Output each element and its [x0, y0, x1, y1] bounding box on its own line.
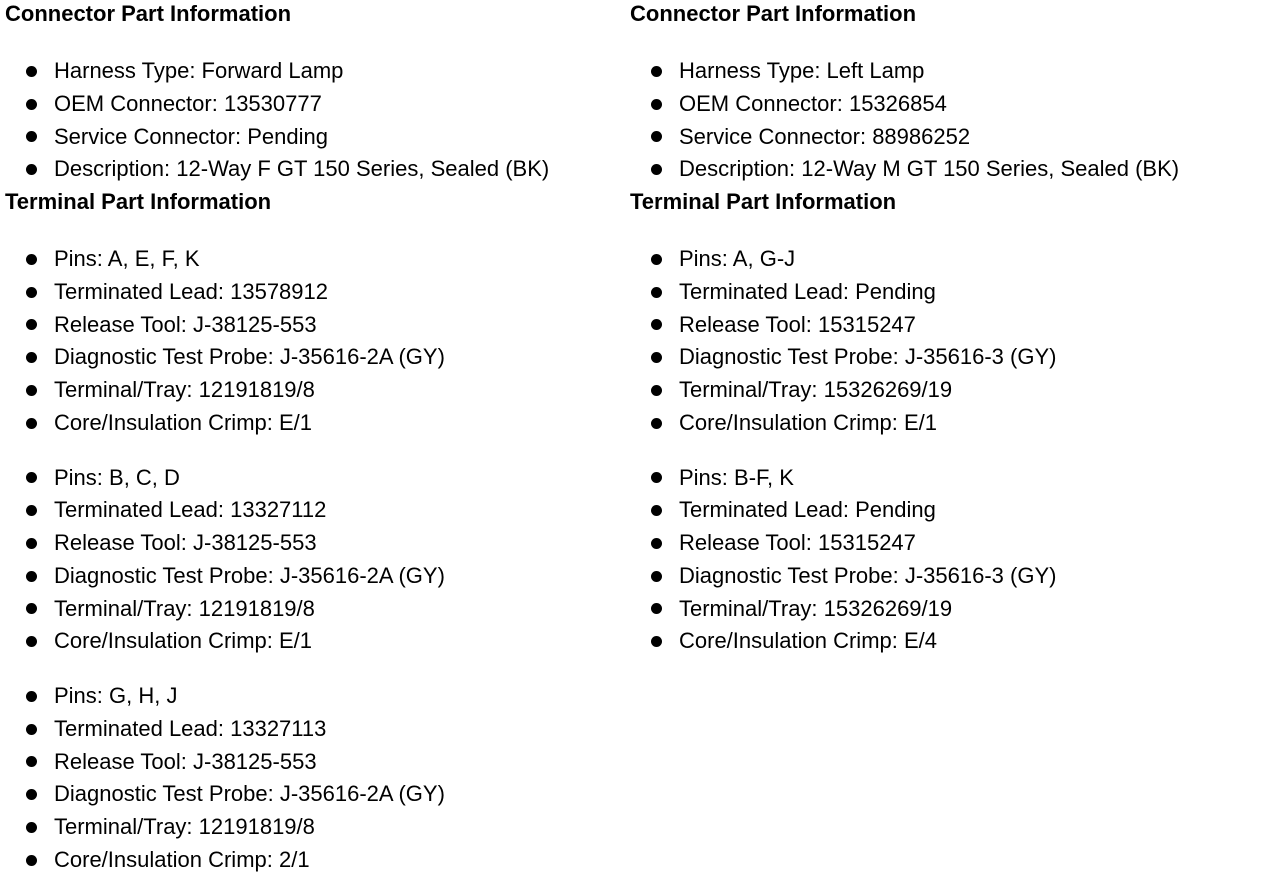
list-item: Description: 12-Way M GT 150 Series, Sealed (BK): [630, 153, 1260, 186]
bullet-icon: [651, 131, 662, 142]
bullet-icon: [651, 99, 662, 110]
list-item: Terminal/Tray: 12191819/8: [5, 593, 625, 626]
terminal-group-1: [630, 243, 1260, 440]
bullet-icon: [26, 603, 37, 614]
list-item: Release Tool: J-38125-553: [5, 527, 625, 560]
bullet-icon: [651, 254, 662, 265]
list-item: Pins: B, C, D: [5, 462, 625, 495]
bullet-icon: [26, 571, 37, 582]
connector-info-list: [630, 55, 1260, 186]
bullet-icon: [26, 418, 37, 429]
list-item: Terminated Lead: Pending: [630, 494, 1260, 527]
bullet-icon: [26, 538, 37, 549]
list-item: Diagnostic Test Probe: J-35616-2A (GY): [5, 341, 625, 374]
bullet-icon: [651, 385, 662, 396]
bullet-icon: [26, 164, 37, 175]
list-item: Release Tool: J-38125-553: [5, 746, 625, 779]
list-item: Pins: A, G-J: [630, 243, 1260, 276]
list-item: Pins: G, H, J: [5, 680, 625, 713]
list-item: Terminal/Tray: 15326269/19: [630, 593, 1260, 626]
bullet-icon: [26, 319, 37, 330]
bullet-icon: [26, 505, 37, 516]
list-item: Diagnostic Test Probe: J-35616-3 (GY): [630, 341, 1260, 374]
list-item: Release Tool: 15315247: [630, 527, 1260, 560]
terminal-group-2: [630, 462, 1260, 659]
terminal-group-2: [5, 462, 625, 659]
list-item: Core/Insulation Crimp: 2/1: [5, 844, 625, 877]
list-item: Diagnostic Test Probe: J-35616-2A (GY): [5, 778, 625, 811]
bullet-icon: [651, 571, 662, 582]
bullet-icon: [26, 691, 37, 702]
bullet-icon: [26, 131, 37, 142]
terminal-group-3: [5, 680, 625, 877]
list-item: Harness Type: Left Lamp: [630, 55, 1260, 88]
connector-heading: Connector Part Information: [630, 1, 917, 26]
bullet-icon: [26, 287, 37, 298]
bullet-icon: [26, 66, 37, 77]
bullet-icon: [26, 254, 37, 265]
terminal-heading: Terminal Part Information: [5, 189, 272, 214]
list-item: Terminated Lead: 13327113: [5, 713, 625, 746]
left-column: [5, 0, 625, 877]
bullet-icon: [26, 385, 37, 396]
bullet-icon: [26, 756, 37, 767]
list-item: Harness Type: Forward Lamp: [5, 55, 625, 88]
list-item: Core/Insulation Crimp: E/1: [5, 625, 625, 658]
bullet-icon: [651, 352, 662, 363]
bullet-icon: [26, 472, 37, 483]
connector-heading: Connector Part Information: [5, 1, 292, 26]
bullet-icon: [651, 418, 662, 429]
bullet-icon: [651, 538, 662, 549]
bullet-icon: [26, 352, 37, 363]
bullet-icon: [651, 319, 662, 330]
terminal-heading: Terminal Part Information: [630, 189, 897, 214]
list-item: Core/Insulation Crimp: E/1: [630, 407, 1260, 440]
list-item: Diagnostic Test Probe: J-35616-3 (GY): [630, 560, 1260, 593]
bullet-icon: [651, 505, 662, 516]
bullet-icon: [651, 66, 662, 77]
list-item: Diagnostic Test Probe: J-35616-2A (GY): [5, 560, 625, 593]
bullet-icon: [26, 636, 37, 647]
list-item: Service Connector: Pending: [5, 121, 625, 154]
list-item: Terminal/Tray: 15326269/19: [630, 374, 1260, 407]
list-item: Pins: B-F, K: [630, 462, 1260, 495]
list-item: Terminal/Tray: 12191819/8: [5, 374, 625, 407]
list-item: Pins: A, E, F, K: [5, 243, 625, 276]
list-item: Terminated Lead: 13327112: [5, 494, 625, 527]
list-item: Core/Insulation Crimp: E/1: [5, 407, 625, 440]
bullet-icon: [26, 855, 37, 866]
bullet-icon: [26, 724, 37, 735]
list-item: OEM Connector: 15326854: [630, 88, 1260, 121]
list-item: Release Tool: 15315247: [630, 309, 1260, 342]
bullet-icon: [26, 822, 37, 833]
right-column: [630, 0, 1260, 658]
list-item: OEM Connector: 13530777: [5, 88, 625, 121]
list-item: Terminal/Tray: 12191819/8: [5, 811, 625, 844]
connector-info-list: [5, 55, 625, 186]
list-item: Core/Insulation Crimp: E/4: [630, 625, 1260, 658]
bullet-icon: [651, 603, 662, 614]
list-item: Terminated Lead: Pending: [630, 276, 1260, 309]
bullet-icon: [26, 99, 37, 110]
terminal-group-1: [5, 243, 625, 440]
bullet-icon: [26, 789, 37, 800]
bullet-icon: [651, 472, 662, 483]
list-item: Service Connector: 88986252: [630, 121, 1260, 154]
bullet-icon: [651, 287, 662, 298]
list-item: Terminated Lead: 13578912: [5, 276, 625, 309]
bullet-icon: [651, 636, 662, 647]
bullet-icon: [651, 164, 662, 175]
list-item: Description: 12-Way F GT 150 Series, Sealed (BK): [5, 153, 625, 186]
list-item: Release Tool: J-38125-553: [5, 309, 625, 342]
